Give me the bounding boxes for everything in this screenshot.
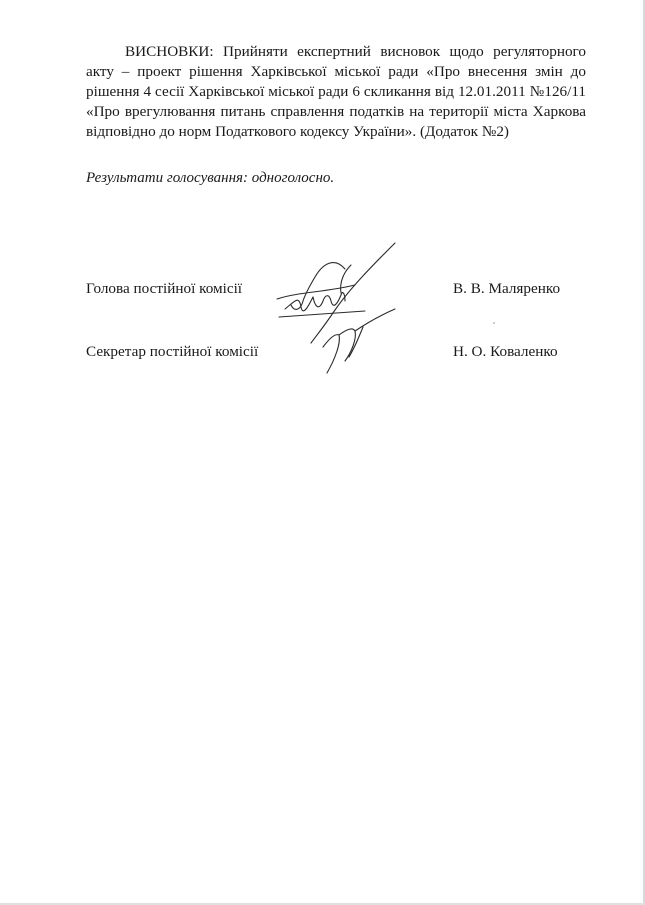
chair-signature-stroke	[279, 311, 365, 317]
scan-speck	[493, 322, 495, 324]
secretary-signature-stroke	[323, 335, 339, 373]
conclusion-paragraph: ВИСНОВКИ: Прийняти експертний висновок щодо регуляторного акту – проект рішення Харківської міської ради «Про внесення змін до рішення 4 сесії Харківської міської ради 6 скликання від 12.01.2011 №126/11 «Про врегулювання питань справлення податків на території міста Харкова відповідно до норм Податкового кодексу України». (Додаток №2)	[86, 43, 586, 140]
chair-signature-stroke	[277, 285, 355, 299]
secretary-signature-stroke	[349, 327, 363, 357]
handwritten-signatures	[255, 235, 415, 385]
chair-signature-stroke	[341, 265, 351, 293]
chair-signature-stroke	[311, 243, 395, 343]
voting-result: Результати голосування: одноголосно.	[86, 170, 335, 186]
secretary-name: Н. О. Коваленко	[453, 343, 558, 360]
secretary-role: Секретар постійної комісії	[86, 343, 259, 360]
secretary-signature-stroke	[339, 329, 355, 361]
chair-role: Голова постійної комісії	[86, 280, 243, 297]
secretary-signature-stroke	[355, 309, 395, 331]
chair-name: В. В. Маляренко	[453, 280, 561, 297]
